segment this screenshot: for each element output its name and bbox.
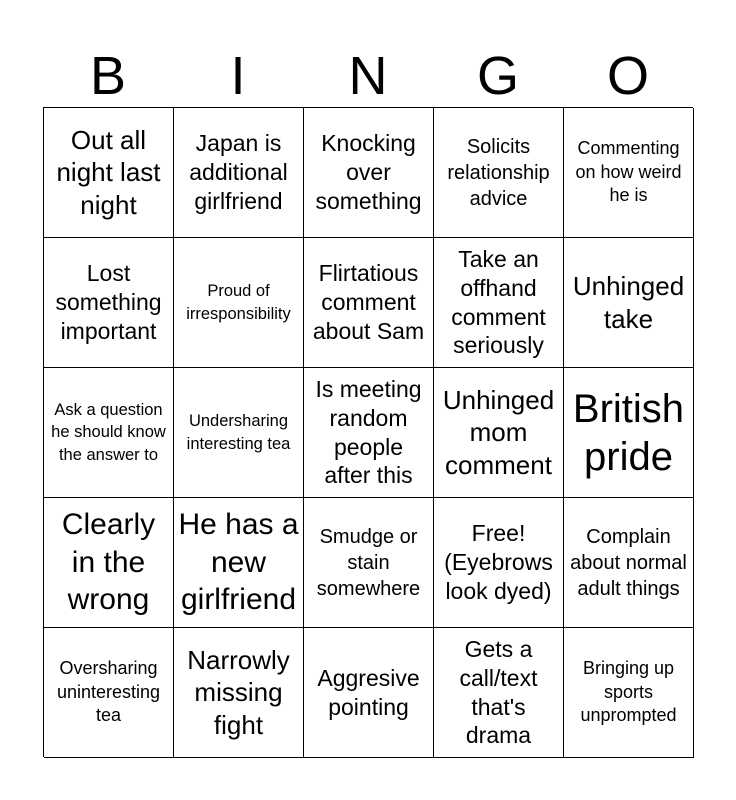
bingo-cell[interactable]: Unhinged mom comment [434, 368, 564, 498]
bingo-cell[interactable]: Oversharing uninteresting tea [44, 628, 174, 758]
bingo-cell[interactable]: Bringing up sports unprompted [564, 628, 694, 758]
bingo-cell[interactable]: Smudge or stain somewhere [304, 498, 434, 628]
bingo-cell[interactable]: Proud of irresponsibility [174, 238, 304, 368]
header-letter-n: N [348, 46, 388, 106]
bingo-cell[interactable]: Unhinged take [564, 238, 694, 368]
bingo-cell[interactable]: Take an offhand comment seriously [434, 238, 564, 368]
bingo-cell[interactable]: Ask a question he should know the answer to [44, 368, 174, 498]
header-letter-b: B [89, 46, 127, 106]
bingo-cell[interactable]: Solicits relationship advice [434, 108, 564, 238]
bingo-cell[interactable]: Clearly in the wrong [44, 498, 174, 628]
bingo-cell[interactable]: He has a new girlfriend [174, 498, 304, 628]
bingo-cell[interactable]: Knocking over something [304, 108, 434, 238]
bingo-cell[interactable]: Is meeting random people after this [304, 368, 434, 498]
bingo-cell[interactable]: Flirtatious comment about Sam [304, 238, 434, 368]
bingo-cell[interactable]: Gets a call/text that's drama [434, 628, 564, 758]
bingo-header [43, 46, 693, 106]
bingo-cell[interactable]: Aggresive pointing [304, 628, 434, 758]
header-letter-i: I [230, 46, 246, 106]
header-letter-g: G [476, 46, 519, 106]
bingo-cell[interactable]: Out all night last night [44, 108, 174, 238]
bingo-cell[interactable]: Japan is additional girlfriend [174, 108, 304, 238]
bingo-cell[interactable]: Undersharing interesting tea [174, 368, 304, 498]
header-letter-o: O [606, 46, 649, 106]
bingo-cell[interactable]: British pride [564, 368, 694, 498]
bingo-cell[interactable]: Narrowly missing fight [174, 628, 304, 758]
bingo-cell[interactable]: Commenting on how weird he is [564, 108, 694, 238]
bingo-cell[interactable]: Lost something important [44, 238, 174, 368]
bingo-cell free-space[interactable]: Free! (Eyebrows look dyed) [434, 498, 564, 628]
bingo-board [43, 107, 693, 757]
bingo-cell[interactable]: Complain about normal adult things [564, 498, 694, 628]
